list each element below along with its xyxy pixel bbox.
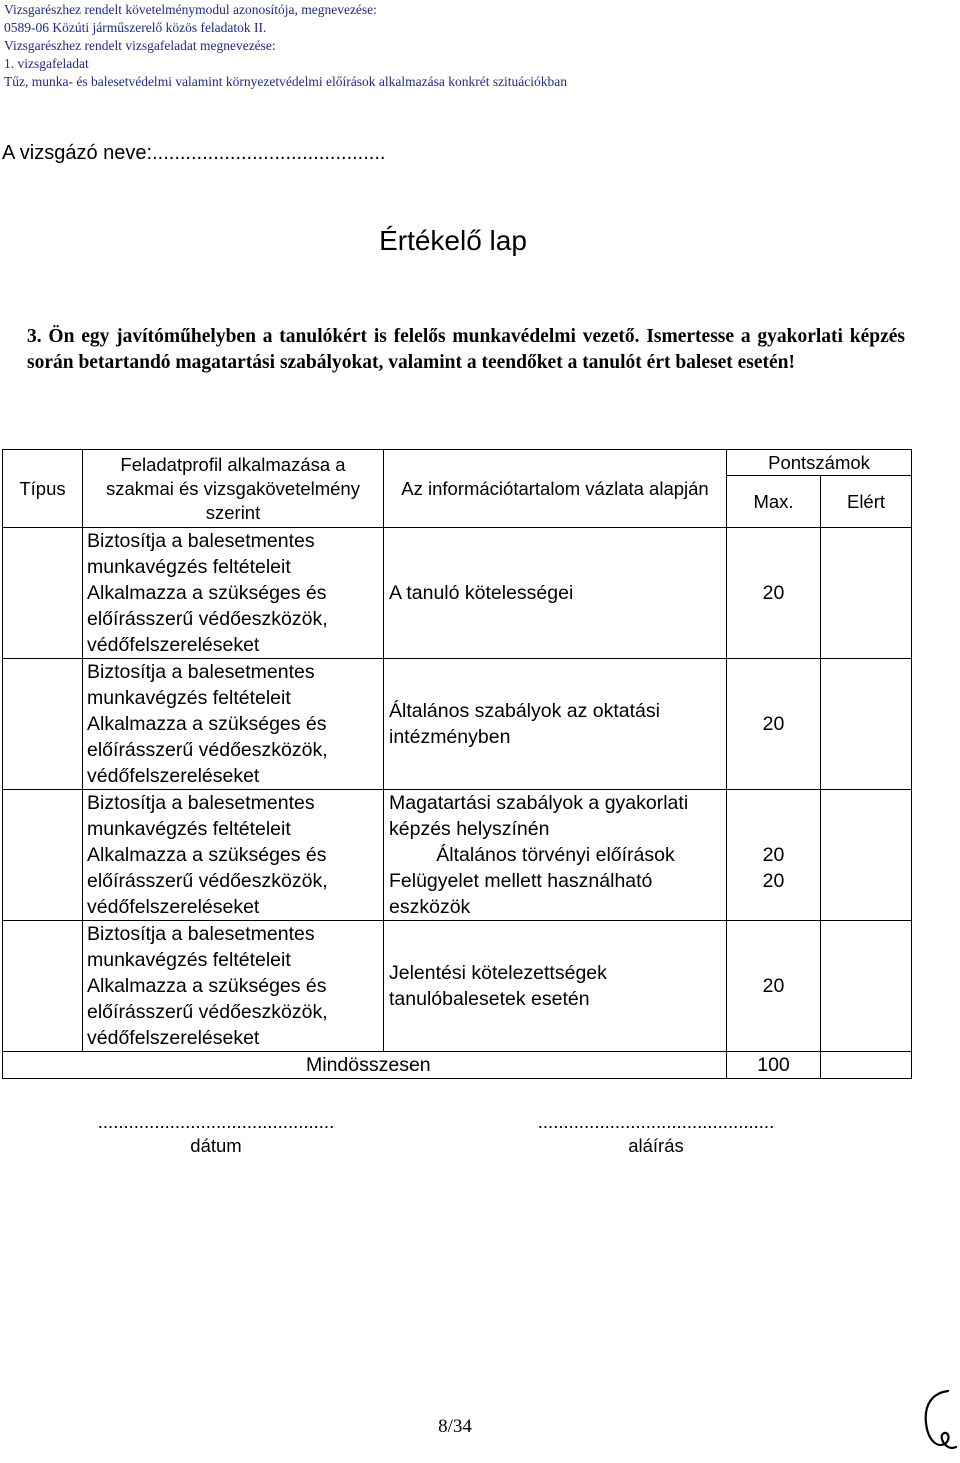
info-cell <box>384 790 727 921</box>
info-cell: Általános szabályok az oktatási intézményben <box>384 659 727 790</box>
type-cell <box>3 659 83 790</box>
profile-text: Biztosítja a balesetmentes munkavégzés feltételeit <box>87 661 315 709</box>
task-description: 3. Ön egy javítóműhelyben a tanulókért is felelős munkavédelmi vezető. Ismertesse a gyakorlati képzés során betartandó magatartási szabályokat, valamint a teendőket a tanulót ért baleset esetén! <box>27 326 905 373</box>
profile-text: Alkalmazza a szükséges és előírásszerű védőeszközök, védőfelszereléseket <box>87 713 328 787</box>
profile-text: Biztosítja a balesetmentes munkavégzés feltételeit <box>87 792 315 840</box>
info-text: Felügyelet mellett használható eszközök <box>389 870 653 918</box>
candidate-name-field: A vizsgázó neve:.......................................... <box>2 142 386 164</box>
table-row <box>3 790 912 921</box>
signature-dots: .............................................. <box>537 1111 775 1132</box>
date-dots: .............................................. <box>97 1111 335 1132</box>
column-header-points: Pontszámok <box>727 450 912 476</box>
profile-cell <box>83 528 384 659</box>
document-header <box>4 1 944 91</box>
column-header-achieved: Elért <box>821 476 912 528</box>
profile-cell <box>83 659 384 790</box>
total-max-cell: 100 <box>727 1052 821 1079</box>
header-line: Vizsgarészhez rendelt követelménymodul azonosítója, megnevezése: <box>4 2 377 17</box>
profile-cell <box>83 921 384 1052</box>
max-points-cell: 20 <box>727 528 821 659</box>
column-header-type: Típus <box>3 450 83 528</box>
date-label: dátum <box>190 1135 242 1156</box>
profile-text: Biztosítja a balesetmentes munkavégzés feltételeit <box>87 530 315 578</box>
page-number: 8/34 <box>438 1416 472 1437</box>
column-header-info: Az információtartalom vázlata alapján <box>384 450 727 528</box>
max-points-value: 20 <box>762 870 785 892</box>
header-line: Vizsgarészhez rendelt vizsgafeladat megnevezése: <box>4 38 276 53</box>
profile-cell <box>83 790 384 921</box>
info-cell: Jelentési kötelezettségek tanulóbalesetek esetén <box>384 921 727 1052</box>
max-points-cell: 20 <box>727 659 821 790</box>
header-line: 1. vizsgafeladat <box>4 56 89 71</box>
info-cell: A tanuló kötelességei <box>384 528 727 659</box>
max-points-value: 20 <box>762 844 785 866</box>
handwritten-mark-icon <box>918 1385 958 1455</box>
achieved-points-cell <box>821 528 912 659</box>
table-row <box>3 921 912 1052</box>
table-row <box>3 659 912 790</box>
info-text: Általános törvényi előírások <box>436 844 675 866</box>
type-cell <box>3 921 83 1052</box>
date-signature-block <box>80 1110 352 1158</box>
total-row <box>3 1052 912 1079</box>
achieved-points-cell <box>821 921 912 1052</box>
evaluation-table <box>2 449 912 1079</box>
type-cell <box>3 528 83 659</box>
total-label: Mindösszesen <box>306 1053 431 1076</box>
signature-label: aláírás <box>628 1135 684 1156</box>
achieved-points-cell <box>821 659 912 790</box>
total-label-cell <box>3 1052 727 1079</box>
type-cell <box>3 790 83 921</box>
table-row <box>3 528 912 659</box>
max-points-cell <box>727 790 821 921</box>
max-points-cell: 20 <box>727 921 821 1052</box>
profile-text: Alkalmazza a szükséges és előírásszerű védőeszközök, védőfelszereléseket <box>87 582 328 656</box>
profile-text: Biztosítja a balesetmentes munkavégzés feltételeit <box>87 923 315 971</box>
signature-block <box>520 1110 792 1158</box>
column-header-max: Max. <box>727 476 821 528</box>
total-achieved-cell <box>821 1052 912 1079</box>
profile-text: Alkalmazza a szükséges és előírásszerű védőeszközök, védőfelszereléseket <box>87 975 328 1049</box>
profile-text: Alkalmazza a szükséges és előírásszerű védőeszközök, védőfelszereléseket <box>87 844 328 918</box>
info-text: Magatartási szabályok a gyakorlati képzés helyszínén <box>389 792 689 840</box>
header-line: Tűz, munka- és balesetvédelmi valamint környezetvédelmi előírások alkalmazása konkrét szituációkban <box>4 74 568 89</box>
column-header-profile: Feladatprofil alkalmazása a szakmai és vizsgakövetelmény szerint <box>83 450 384 528</box>
page-title: Értékelő lap <box>379 225 527 256</box>
achieved-points-cell <box>821 790 912 921</box>
header-line: 0589-06 Közúti járműszerelő közös feladatok II. <box>4 20 267 35</box>
